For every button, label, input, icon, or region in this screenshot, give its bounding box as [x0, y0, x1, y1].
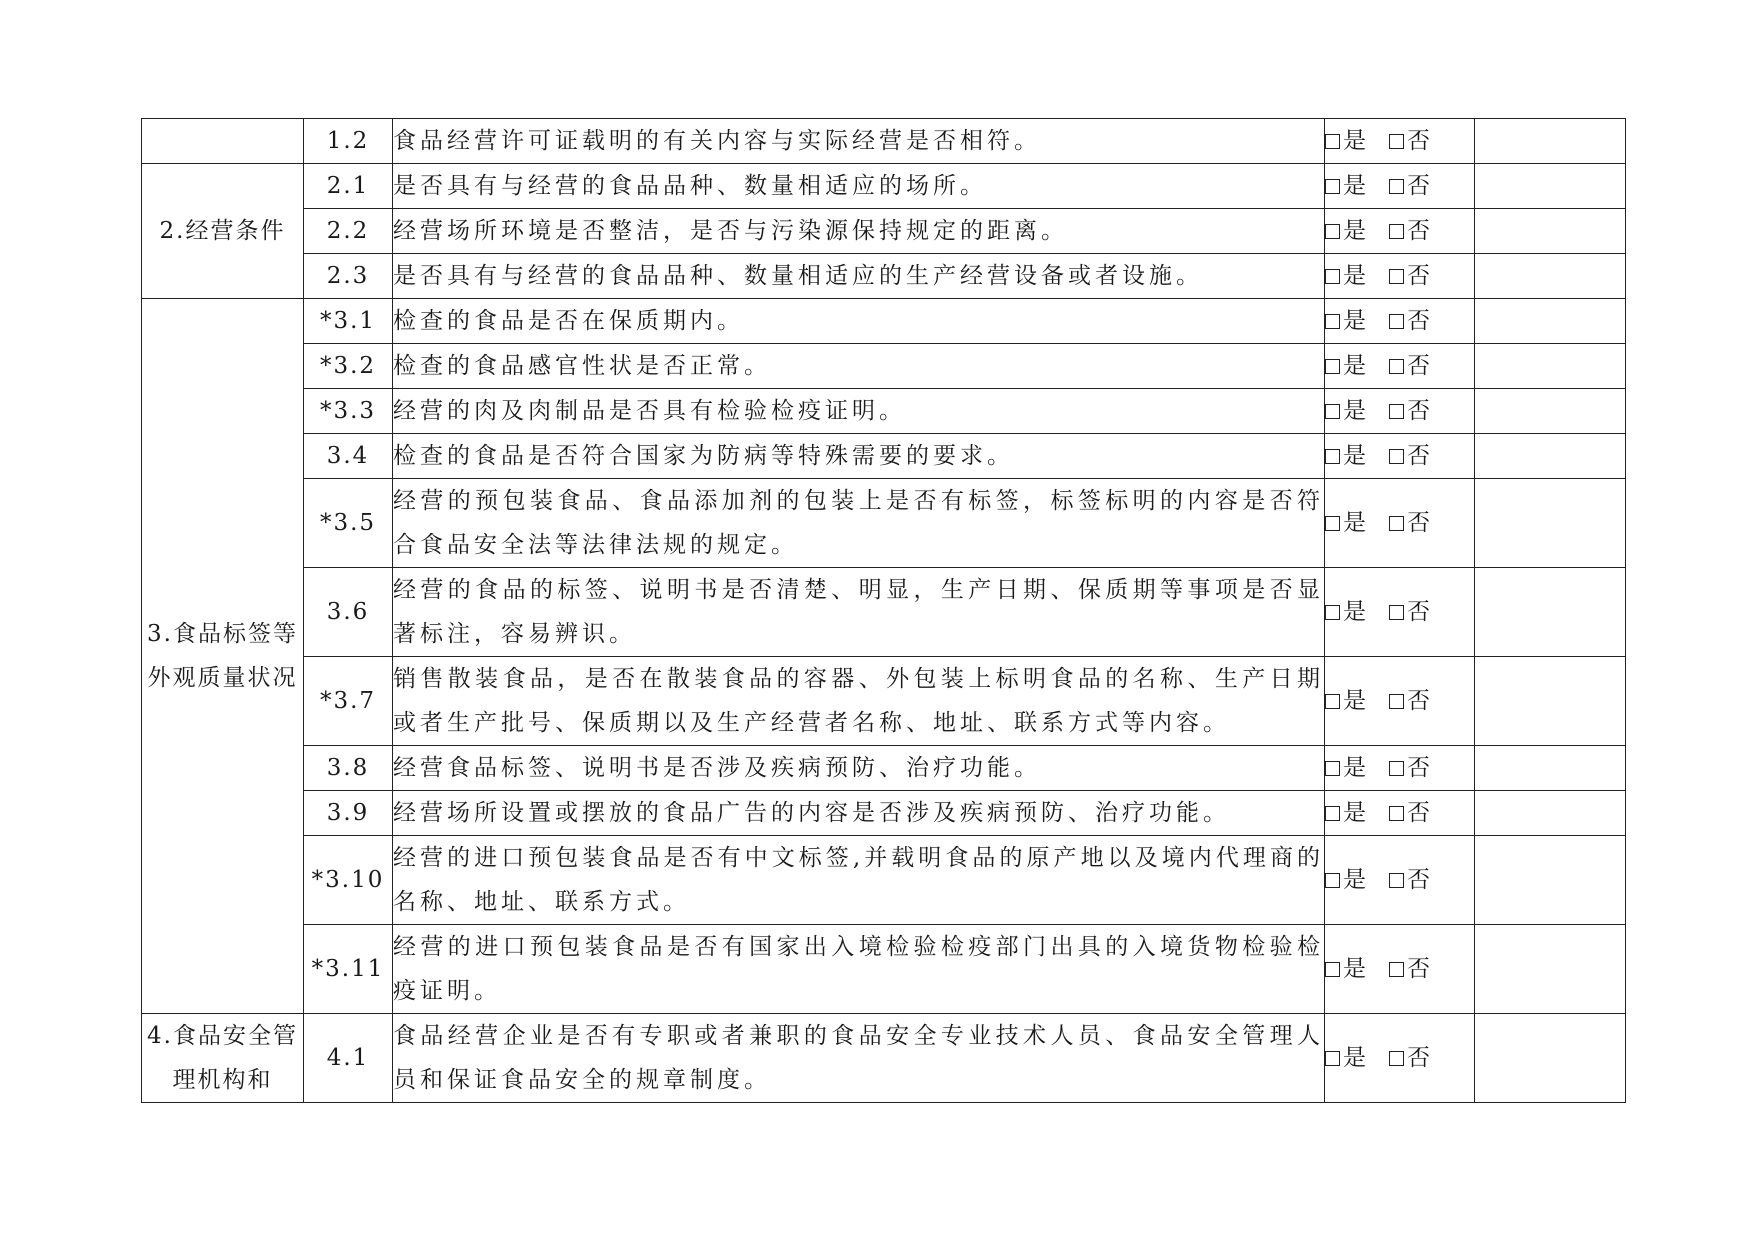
checkbox-yes[interactable]	[1325, 404, 1340, 419]
option-no[interactable]	[1389, 858, 1431, 902]
checklist-row	[142, 925, 1626, 1014]
item-number: *3.5	[304, 479, 393, 568]
option-no-label: 否	[1407, 688, 1431, 714]
checkbox-no[interactable]	[1389, 605, 1404, 620]
remarks-cell[interactable]	[1475, 791, 1626, 836]
option-yes[interactable]	[1325, 299, 1367, 343]
option-yes-label: 是	[1343, 755, 1367, 781]
item-number: 2.1	[304, 164, 393, 209]
checkbox-yes[interactable]	[1325, 605, 1340, 620]
yes-no-options	[1325, 344, 1475, 389]
item-number: 2.2	[304, 209, 393, 254]
option-yes[interactable]	[1325, 1036, 1367, 1080]
checklist-row	[142, 254, 1626, 299]
option-yes-label: 是	[1343, 308, 1367, 334]
yes-no-options	[1325, 925, 1475, 1014]
remarks-cell[interactable]	[1475, 344, 1626, 389]
item-text: 经营的进口预包装食品是否有中文标签,并载明食品的原产地以及境内代理商的名称、地址、联系方式。	[393, 836, 1325, 925]
item-text: 销售散装食品，是否在散装食品的容器、外包装上标明食品的名称、生产日期或者生产批号、保质期以及生产经营者名称、地址、联系方式等内容。	[393, 657, 1325, 746]
checkbox-no[interactable]	[1389, 179, 1404, 194]
yes-no-options	[1325, 791, 1475, 836]
option-no-label: 否	[1407, 353, 1431, 379]
option-no[interactable]	[1389, 254, 1431, 298]
item-text: 经营的进口预包装食品是否有国家出入境检验检疫部门出具的入境货物检验检疫证明。	[393, 925, 1325, 1014]
remarks-cell[interactable]	[1475, 299, 1626, 344]
yes-no-options	[1325, 657, 1475, 746]
remarks-cell[interactable]	[1475, 568, 1626, 657]
checkbox-yes[interactable]	[1325, 269, 1340, 284]
item-text: 经营食品标签、说明书是否涉及疾病预防、治疗功能。	[393, 746, 1325, 791]
option-no-label: 否	[1407, 1045, 1431, 1071]
yes-no-options	[1325, 209, 1475, 254]
item-number: *3.1	[304, 299, 393, 344]
option-yes-label: 是	[1343, 443, 1367, 469]
checkbox-yes[interactable]	[1325, 1051, 1340, 1066]
remarks-cell[interactable]	[1475, 434, 1626, 479]
option-no[interactable]	[1389, 164, 1431, 208]
checkbox-no[interactable]	[1389, 449, 1404, 464]
remarks-cell[interactable]	[1475, 209, 1626, 254]
option-no[interactable]	[1389, 679, 1431, 723]
item-number: 2.3	[304, 254, 393, 299]
checkbox-yes[interactable]	[1325, 516, 1340, 531]
remarks-cell[interactable]	[1475, 1014, 1626, 1103]
checklist-row	[142, 434, 1626, 479]
remarks-cell[interactable]	[1475, 254, 1626, 299]
option-yes[interactable]	[1325, 590, 1367, 634]
yes-no-options	[1325, 299, 1475, 344]
checkbox-yes[interactable]	[1325, 314, 1340, 329]
item-text: 经营的食品的标签、说明书是否清楚、明显，生产日期、保质期等事项是否显著标注，容易辨识。	[393, 568, 1325, 657]
item-number: 1.2	[304, 119, 393, 164]
checkbox-yes[interactable]	[1325, 694, 1340, 709]
option-no[interactable]	[1389, 947, 1431, 991]
checkbox-no[interactable]	[1389, 962, 1404, 977]
option-no[interactable]	[1389, 209, 1431, 253]
option-no[interactable]	[1389, 791, 1431, 835]
category-cell	[142, 119, 304, 164]
yes-no-options	[1325, 389, 1475, 434]
option-yes-label: 是	[1343, 688, 1367, 714]
option-yes-label: 是	[1343, 800, 1367, 826]
checklist-row	[142, 344, 1626, 389]
checklist-row	[142, 479, 1626, 568]
item-text: 经营的预包装食品、食品添加剂的包装上是否有标签，标签标明的内容是否符合食品安全法等法律法规的规定。	[393, 479, 1325, 568]
option-yes[interactable]	[1325, 119, 1367, 163]
yes-no-options	[1325, 119, 1475, 164]
remarks-cell[interactable]	[1475, 164, 1626, 209]
remarks-cell[interactable]	[1475, 925, 1626, 1014]
option-no-label: 否	[1407, 599, 1431, 625]
remarks-cell[interactable]	[1475, 836, 1626, 925]
option-no-label: 否	[1407, 218, 1431, 244]
checklist-row	[142, 836, 1626, 925]
option-yes[interactable]	[1325, 746, 1367, 790]
checklist-row	[142, 657, 1626, 746]
checklist-row	[142, 746, 1626, 791]
option-yes[interactable]	[1325, 434, 1367, 478]
yes-no-options	[1325, 568, 1475, 657]
option-yes[interactable]	[1325, 389, 1367, 433]
option-yes[interactable]	[1325, 254, 1367, 298]
checkbox-yes[interactable]	[1325, 806, 1340, 821]
checkbox-no[interactable]	[1389, 269, 1404, 284]
option-no-label: 否	[1407, 128, 1431, 154]
option-no-label: 否	[1407, 308, 1431, 334]
checkbox-yes[interactable]	[1325, 449, 1340, 464]
option-yes-label: 是	[1343, 510, 1367, 536]
checklist-row	[142, 209, 1626, 254]
option-yes-label: 是	[1343, 218, 1367, 244]
option-no[interactable]	[1389, 389, 1431, 433]
item-number: 3.9	[304, 791, 393, 836]
yes-no-options	[1325, 836, 1475, 925]
option-no[interactable]	[1389, 344, 1431, 388]
yes-no-options	[1325, 164, 1475, 209]
checkbox-no[interactable]	[1389, 516, 1404, 531]
option-yes[interactable]	[1325, 344, 1367, 388]
item-number: *3.7	[304, 657, 393, 746]
checkbox-no[interactable]	[1389, 806, 1404, 821]
checkbox-no[interactable]	[1389, 694, 1404, 709]
checklist-row	[142, 389, 1626, 434]
option-no-label: 否	[1407, 263, 1431, 289]
checkbox-yes[interactable]	[1325, 179, 1340, 194]
item-text: 检查的食品感官性状是否正常。	[393, 344, 1325, 389]
checkbox-no[interactable]	[1389, 224, 1404, 239]
item-number: 4.1	[304, 1014, 393, 1103]
checkbox-yes[interactable]	[1325, 134, 1340, 149]
option-no[interactable]	[1389, 299, 1431, 343]
remarks-cell[interactable]	[1475, 746, 1626, 791]
yes-no-options	[1325, 1014, 1475, 1103]
option-no[interactable]	[1389, 1036, 1431, 1080]
item-text: 检查的食品是否符合国家为防病等特殊需要的要求。	[393, 434, 1325, 479]
option-yes[interactable]	[1325, 501, 1367, 545]
option-yes[interactable]	[1325, 679, 1367, 723]
yes-no-options	[1325, 746, 1475, 791]
checkbox-no[interactable]	[1389, 314, 1404, 329]
option-no-label: 否	[1407, 755, 1431, 781]
checklist-row	[142, 299, 1626, 344]
option-yes[interactable]	[1325, 858, 1367, 902]
category-cell: 2.经营条件	[142, 164, 304, 299]
item-text: 食品经营企业是否有专职或者兼职的食品安全专业技术人员、食品安全管理人员和保证食品安全的规章制度。	[393, 1014, 1325, 1103]
item-text: 经营的肉及肉制品是否具有检验检疫证明。	[393, 389, 1325, 434]
item-number: *3.11	[304, 925, 393, 1014]
option-yes-label: 是	[1343, 1045, 1367, 1071]
item-number: 3.8	[304, 746, 393, 791]
option-yes-label: 是	[1343, 128, 1367, 154]
option-no[interactable]	[1389, 590, 1431, 634]
checkbox-no[interactable]	[1389, 761, 1404, 776]
option-yes-label: 是	[1343, 867, 1367, 893]
item-text: 食品经营许可证载明的有关内容与实际经营是否相符。	[393, 119, 1325, 164]
checkbox-no[interactable]	[1389, 873, 1404, 888]
option-yes-label: 是	[1343, 956, 1367, 982]
checkbox-no[interactable]	[1389, 1051, 1404, 1066]
option-no[interactable]	[1389, 119, 1431, 163]
remarks-cell[interactable]	[1475, 657, 1626, 746]
item-number: *3.10	[304, 836, 393, 925]
item-text: 经营场所环境是否整洁，是否与污染源保持规定的距离。	[393, 209, 1325, 254]
item-number: *3.2	[304, 344, 393, 389]
category-cell: 3.食品标签等外观质量状况	[142, 299, 304, 1014]
remarks-cell[interactable]	[1475, 479, 1626, 568]
option-no-label: 否	[1407, 510, 1431, 536]
item-number: 3.6	[304, 568, 393, 657]
remarks-cell[interactable]	[1475, 389, 1626, 434]
option-yes[interactable]	[1325, 164, 1367, 208]
option-no-label: 否	[1407, 956, 1431, 982]
option-yes-label: 是	[1343, 353, 1367, 379]
inspection-checklist-table	[141, 118, 1626, 1103]
option-no-label: 否	[1407, 398, 1431, 424]
item-text: 是否具有与经营的食品品种、数量相适应的生产经营设备或者设施。	[393, 254, 1325, 299]
option-yes[interactable]	[1325, 791, 1367, 835]
item-number: *3.3	[304, 389, 393, 434]
yes-no-options	[1325, 254, 1475, 299]
checklist-row	[142, 1014, 1626, 1103]
item-text: 经营场所设置或摆放的食品广告的内容是否涉及疾病预防、治疗功能。	[393, 791, 1325, 836]
option-no[interactable]	[1389, 746, 1431, 790]
checkbox-no[interactable]	[1389, 404, 1404, 419]
option-no[interactable]	[1389, 501, 1431, 545]
checklist-row	[142, 568, 1626, 657]
option-yes-label: 是	[1343, 599, 1367, 625]
checkbox-yes[interactable]	[1325, 761, 1340, 776]
checkbox-yes[interactable]	[1325, 873, 1340, 888]
yes-no-options	[1325, 434, 1475, 479]
category-cell: 4.食品安全管理机构和	[142, 1014, 304, 1103]
checkbox-yes[interactable]	[1325, 962, 1340, 977]
checklist-row	[142, 119, 1626, 164]
option-yes[interactable]	[1325, 947, 1367, 991]
checklist-row	[142, 791, 1626, 836]
checkbox-yes[interactable]	[1325, 359, 1340, 374]
option-no-label: 否	[1407, 443, 1431, 469]
option-no-label: 否	[1407, 867, 1431, 893]
item-text: 检查的食品是否在保质期内。	[393, 299, 1325, 344]
checklist-row	[142, 164, 1626, 209]
option-no[interactable]	[1389, 434, 1431, 478]
remarks-cell[interactable]	[1475, 119, 1626, 164]
option-no-label: 否	[1407, 800, 1431, 826]
option-yes-label: 是	[1343, 263, 1367, 289]
checkbox-no[interactable]	[1389, 134, 1404, 149]
option-yes-label: 是	[1343, 398, 1367, 424]
yes-no-options	[1325, 479, 1475, 568]
option-yes-label: 是	[1343, 173, 1367, 199]
item-number: 3.4	[304, 434, 393, 479]
option-no-label: 否	[1407, 173, 1431, 199]
item-text: 是否具有与经营的食品品种、数量相适应的场所。	[393, 164, 1325, 209]
option-yes[interactable]	[1325, 209, 1367, 253]
checkbox-no[interactable]	[1389, 359, 1404, 374]
checkbox-yes[interactable]	[1325, 224, 1340, 239]
